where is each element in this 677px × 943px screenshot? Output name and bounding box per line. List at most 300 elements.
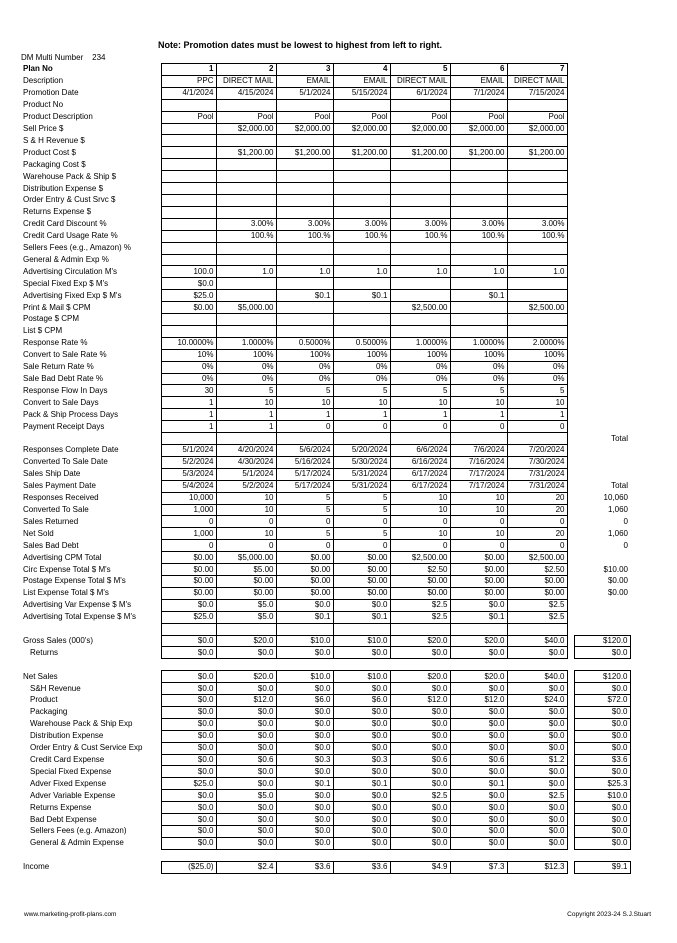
column-gap [567,183,574,195]
plan-4-cell: 5/15/2024 [333,87,390,99]
plan-5-cell: 100% [390,349,450,361]
plan-1-cell: 5/2/2024 [161,456,216,468]
column-gap [567,837,574,849]
table-row [21,849,630,861]
plan-5-cell: $2.5 [390,790,450,802]
plan-4-cell: 4 [333,64,390,76]
column-gap [567,742,574,754]
plan-1-cell [161,194,216,206]
column-gap [567,754,574,766]
table-row [21,147,630,159]
total-cell [574,183,630,195]
plan-4-cell: 1.0 [333,266,390,278]
plan-6-cell: $7.3 [450,861,507,873]
plan-2-cell: $5,000.00 [216,302,276,314]
table-row [21,302,630,314]
plan-4-cell: $0.0 [333,837,390,849]
plan-4-cell [333,171,390,183]
plan-6-cell: 10 [450,504,507,516]
table-row [21,421,630,433]
plan-4-cell: 5 [333,385,390,397]
plan-6-cell: 0 [450,540,507,552]
plan-3-cell [276,623,333,635]
row-label: Sell Price $ [23,123,64,133]
column-gap [567,433,574,445]
plan-7-cell: $2.5 [507,790,567,802]
plan-1-cell: $0.00 [161,302,216,314]
plan-2-cell: 10 [216,397,276,409]
plan-1-cell: PPC [161,75,216,87]
plan-5-cell: Pool [390,111,450,123]
plan-3-cell: 0.5000% [276,337,333,349]
plan-1-cell: 0 [161,516,216,528]
plan-2-cell: 0 [216,516,276,528]
row-label: Gross Sales (000's) [23,635,93,645]
plan-6-cell [450,254,507,266]
plan-4-cell: 5 [333,528,390,540]
plan-1-cell: $0.0 [161,826,216,838]
total-cell: $9.1 [574,861,630,873]
plan-3-cell: $0.0 [276,730,333,742]
plan-2-cell: 0 [216,540,276,552]
plan-7-cell: 0 [507,540,567,552]
plan-7-cell: 5 [507,385,567,397]
column-gap [567,325,574,337]
plan-2-cell: $5.00 [216,564,276,576]
plan-6-cell: 1.0 [450,266,507,278]
plan-5-cell [390,159,450,171]
plan-1-cell: $0.0 [161,695,216,707]
plan-7-cell [507,254,567,266]
plan-7-cell: $0.0 [507,802,567,814]
column-gap [567,349,574,361]
plan-5-cell [390,194,450,206]
row-label: Credit Card Usage Rate % [23,231,118,241]
plan-1-cell: ($25.0) [161,861,216,873]
total-cell [574,468,630,480]
plan-5-cell: $20.0 [390,635,450,647]
plan-2-cell: $5.0 [216,599,276,611]
plan-1-cell: Pool [161,111,216,123]
plan-1-cell: 4/1/2024 [161,87,216,99]
total-cell [574,111,630,123]
plan-2-cell: $20.0 [216,635,276,647]
plan-5-cell: $4.9 [390,861,450,873]
table-row [21,242,630,254]
plan-6-cell: 7/16/2024 [450,456,507,468]
plan-1-cell: $0.0 [161,766,216,778]
total-cell: $0.0 [574,826,630,838]
plan-3-cell: $2,000.00 [276,123,333,135]
table-row [21,480,630,492]
plan-3-cell: $0.0 [276,802,333,814]
plan-6-cell: 10 [450,492,507,504]
plan-1-cell [161,147,216,159]
total-cell [574,849,630,861]
row-label: Product Cost $ [23,147,76,157]
table-row [21,314,630,326]
plan-1-cell: 5/3/2024 [161,468,216,480]
total-cell [574,75,630,87]
plan-4-cell: 5/31/2024 [333,480,390,492]
row-label: General & Admin Expense [30,838,124,848]
plan-3-cell: 5 [276,492,333,504]
plan-3-cell: $0.00 [276,575,333,587]
plan-4-cell: $0.0 [333,706,390,718]
plan-7-cell: Pool [507,111,567,123]
table-row [21,528,630,540]
plan-3-cell: 5 [276,504,333,516]
total-cell [574,325,630,337]
plan-2-cell: 10 [216,504,276,516]
plan-7-cell: $0.0 [507,683,567,695]
column-gap [567,159,574,171]
total-cell: $0.0 [574,837,630,849]
row-label: Response Flow In Days [23,385,108,395]
plan-2-cell: $12.0 [216,695,276,707]
plan-2-cell: 1 [216,421,276,433]
plan-1-cell: 0 [161,540,216,552]
table-row [21,647,630,659]
plan-7-cell: $2.5 [507,611,567,623]
plan-7-cell: 7/15/2024 [507,87,567,99]
plan-3-cell [276,135,333,147]
plan-1-cell: $0.0 [161,754,216,766]
plan-4-cell: $0.0 [333,790,390,802]
plan-6-cell: 100.% [450,230,507,242]
plan-3-cell [276,254,333,266]
table-row [21,742,630,754]
plan-7-cell [507,278,567,290]
plan-6-cell [450,135,507,147]
table-row [21,278,630,290]
plan-6-cell: $0.0 [450,599,507,611]
table-row [21,683,630,695]
plan-2-cell: 3.00% [216,218,276,230]
plan-5-cell [390,623,450,635]
plan-6-cell: 3.00% [450,218,507,230]
plan-3-cell: EMAIL [276,75,333,87]
plan-7-cell [507,183,567,195]
plan-2-cell: 5/1/2024 [216,468,276,480]
plan-1-cell [161,659,216,671]
plan-7-cell: $1,200.00 [507,147,567,159]
plan-2-cell: $0.0 [216,837,276,849]
plan-2-cell: $0.0 [216,802,276,814]
plan-7-cell: 20 [507,492,567,504]
column-gap [567,456,574,468]
column-gap [567,635,574,647]
plan-7-cell: $40.0 [507,635,567,647]
column-gap [567,206,574,218]
plan-4-cell: 0 [333,421,390,433]
row-label: Print & Mail $ CPM [23,302,91,312]
column-gap [567,659,574,671]
plan-2-cell [216,849,276,861]
total-cell: $3.6 [574,754,630,766]
plan-4-cell: EMAIL [333,75,390,87]
plan-4-cell: $0.0 [333,742,390,754]
plan-1-cell: 0% [161,373,216,385]
plan-7-cell [507,242,567,254]
total-cell [574,302,630,314]
plan-4-cell: $2,000.00 [333,123,390,135]
plan-5-cell: $1,200.00 [390,147,450,159]
total-cell [574,64,630,76]
column-gap [567,552,574,564]
total-cell [574,159,630,171]
plan-6-cell [450,849,507,861]
plan-2-cell [216,206,276,218]
plan-6-cell: $0.0 [450,814,507,826]
row-label [21,433,161,445]
total-cell: 1,060 [607,528,628,538]
plan-4-cell: $10.0 [333,635,390,647]
table-row [21,695,630,707]
plan-7-cell: 100% [507,349,567,361]
plan-6-cell: $0.0 [450,730,507,742]
plan-3-cell: $0.00 [276,564,333,576]
plan-3-cell: $0.0 [276,718,333,730]
plan-3-cell: $0.1 [276,611,333,623]
plan-2-cell: $0.00 [216,575,276,587]
plan-6-cell: $0.00 [450,587,507,599]
column-gap [567,718,574,730]
plan-2-cell [216,659,276,671]
plan-2-cell [216,278,276,290]
plan-5-cell: $0.6 [390,754,450,766]
plan-4-cell [333,194,390,206]
plan-1-cell: $0.0 [161,647,216,659]
plan-4-cell [333,314,390,326]
plan-7-cell: $2,500.00 [507,302,567,314]
table-row [21,290,630,302]
plan-5-cell: 3.00% [390,218,450,230]
total-cell: $0.0 [574,730,630,742]
plan-1-cell: 10.0000% [161,337,216,349]
plan-3-cell: $0.0 [276,790,333,802]
plan-7-cell: 1 [507,409,567,421]
column-gap [567,421,574,433]
plan-5-cell: 6/6/2024 [390,445,450,457]
plan-7-cell [507,849,567,861]
plan-1-cell: $0.0 [161,730,216,742]
plan-5-cell: 5 [390,64,450,76]
plan-4-cell [333,325,390,337]
plan-1-cell: 10,000 [161,492,216,504]
plan-4-cell: Pool [333,111,390,123]
row-label: Convert to Sale Days [23,397,99,407]
plan-1-cell [161,135,216,147]
plan-7-cell: 7/31/2024 [507,480,567,492]
row-label: Warehouse Pack & Ship Exp [30,719,133,729]
plan-2-cell: 0% [216,373,276,385]
row-label: Distribution Expense [30,731,104,741]
plan-3-cell: $1,200.00 [276,147,333,159]
total-cell: $0.0 [574,742,630,754]
plan-7-cell: $12.3 [507,861,567,873]
plan-3-cell: 5 [276,385,333,397]
plan-1-cell: 30 [161,385,216,397]
plan-7-cell: 2.0000% [507,337,567,349]
plan-5-cell: 6/16/2024 [390,456,450,468]
plan-5-cell [390,659,450,671]
plan-7-cell [507,290,567,302]
column-gap [567,480,574,492]
plan-2-cell: 4/30/2024 [216,456,276,468]
column-gap [567,647,574,659]
plan-5-cell [390,135,450,147]
plan-5-cell [390,99,450,111]
plan-3-cell: 100.% [276,230,333,242]
plan-4-cell: $0.0 [333,599,390,611]
plan-4-cell: 100.% [333,230,390,242]
plan-4-cell: 3.00% [333,218,390,230]
table-row [21,75,630,87]
plan-4-cell [333,278,390,290]
plan-7-cell: $0.0 [507,706,567,718]
plan-4-cell: 0% [333,361,390,373]
plan-5-cell: 0 [390,540,450,552]
total-cell [574,290,630,302]
plan-3-cell [276,659,333,671]
plan-1-cell: $0.0 [161,837,216,849]
plan-3-cell [276,99,333,111]
plan-7-cell: $2,500.00 [507,552,567,564]
plan-1-cell: $0.0 [161,802,216,814]
column-gap [567,373,574,385]
plan-7-cell [507,314,567,326]
column-gap [567,218,574,230]
table-row [21,611,630,623]
row-label: Net Sold [23,528,54,538]
plan-6-cell [450,302,507,314]
plan-1-cell: 0% [161,361,216,373]
plan-2-cell: $5.0 [216,611,276,623]
table-row [21,337,630,349]
plan-4-cell: $0.00 [333,564,390,576]
plan-5-cell: 0% [390,361,450,373]
table-row [21,445,630,457]
plan-2-cell [216,159,276,171]
plan-6-cell: $0.1 [450,611,507,623]
total-cell: 10,060 [603,493,628,503]
column-gap [567,516,574,528]
plan-3-cell: $10.0 [276,671,333,683]
plan-4-cell: $0.1 [333,778,390,790]
plan-4-cell: 5/30/2024 [333,456,390,468]
total-cell [574,194,630,206]
table-row [21,254,630,266]
plan-5-cell: 6/17/2024 [390,468,450,480]
plan-3-cell: $0.0 [276,599,333,611]
plan-1-cell: $0.0 [161,683,216,695]
plan-2-cell [216,314,276,326]
plan-5-cell: $0.0 [390,706,450,718]
column-gap [567,587,574,599]
plan-3-cell: 5/17/2024 [276,480,333,492]
row-label: Sales Returned [23,516,79,526]
plan-4-cell: $3.6 [333,861,390,873]
plan-6-cell: 0% [450,373,507,385]
column-gap [567,99,574,111]
total-cell: $120.0 [574,671,630,683]
row-label: Bad Debt Expense [30,814,97,824]
plan-7-cell: 0 [507,421,567,433]
dm-multi-value: 234 [92,53,106,62]
plan-6-cell: $0.0 [450,826,507,838]
table-row [21,206,630,218]
column-gap [567,790,574,802]
plan-3-cell [276,302,333,314]
plan-2-cell: DIRECT MAIL [216,75,276,87]
plan-4-cell [333,433,390,445]
table-row [21,861,630,873]
plan-3-cell: Pool [276,111,333,123]
plan-2-cell [216,194,276,206]
column-gap [567,599,574,611]
table-row [21,671,630,683]
plan-3-cell: $0.0 [276,647,333,659]
total-cell: $72.0 [574,695,630,707]
total-cell: $25.3 [574,778,630,790]
table-row [21,564,630,576]
row-label: Credit Card Expense [30,755,105,765]
plan-5-cell [390,290,450,302]
plan-3-cell: 0% [276,373,333,385]
plan-3-cell [276,433,333,445]
plan-1-cell [161,171,216,183]
total-cell [574,230,630,242]
total-cell: $0.0 [574,802,630,814]
column-gap [567,278,574,290]
plan-6-cell: $20.0 [450,635,507,647]
plan-6-cell: 0% [450,361,507,373]
table-row [21,790,630,802]
total-cell [574,242,630,254]
plan-6-cell: 7/17/2024 [450,468,507,480]
row-label: List Expense Total $ M's [23,588,109,598]
plan-5-cell [390,433,450,445]
plan-1-cell: $0.0 [161,718,216,730]
plan-4-cell [333,159,390,171]
table-row [21,599,630,611]
row-label: Adver Variable Expense [30,790,116,800]
row-label: Payment Receipt Days [23,421,105,431]
plan-7-cell: $0.0 [507,730,567,742]
row-label: Sale Bad Debt Rate % [23,374,104,384]
column-gap [567,706,574,718]
plan-5-cell [390,242,450,254]
row-label: Order Entry & Cust Service Exp [30,743,143,753]
plan-2-cell: $0.0 [216,826,276,838]
plan-3-cell: $0.0 [276,766,333,778]
plan-7-cell: 0% [507,373,567,385]
column-gap [567,814,574,826]
row-label: Warehouse Pack & Ship $ [23,171,117,181]
plan-7-cell: 0% [507,361,567,373]
table-row [21,516,630,528]
column-gap [567,861,574,873]
plan-7-cell: 7 [507,64,567,76]
table-row [21,766,630,778]
table-row [21,456,630,468]
plan-4-cell [333,99,390,111]
row-label: Distribution Expense $ [23,183,104,193]
row-label: Returns Expense $ [23,207,92,217]
plan-6-cell: 0 [450,516,507,528]
table-row [21,754,630,766]
